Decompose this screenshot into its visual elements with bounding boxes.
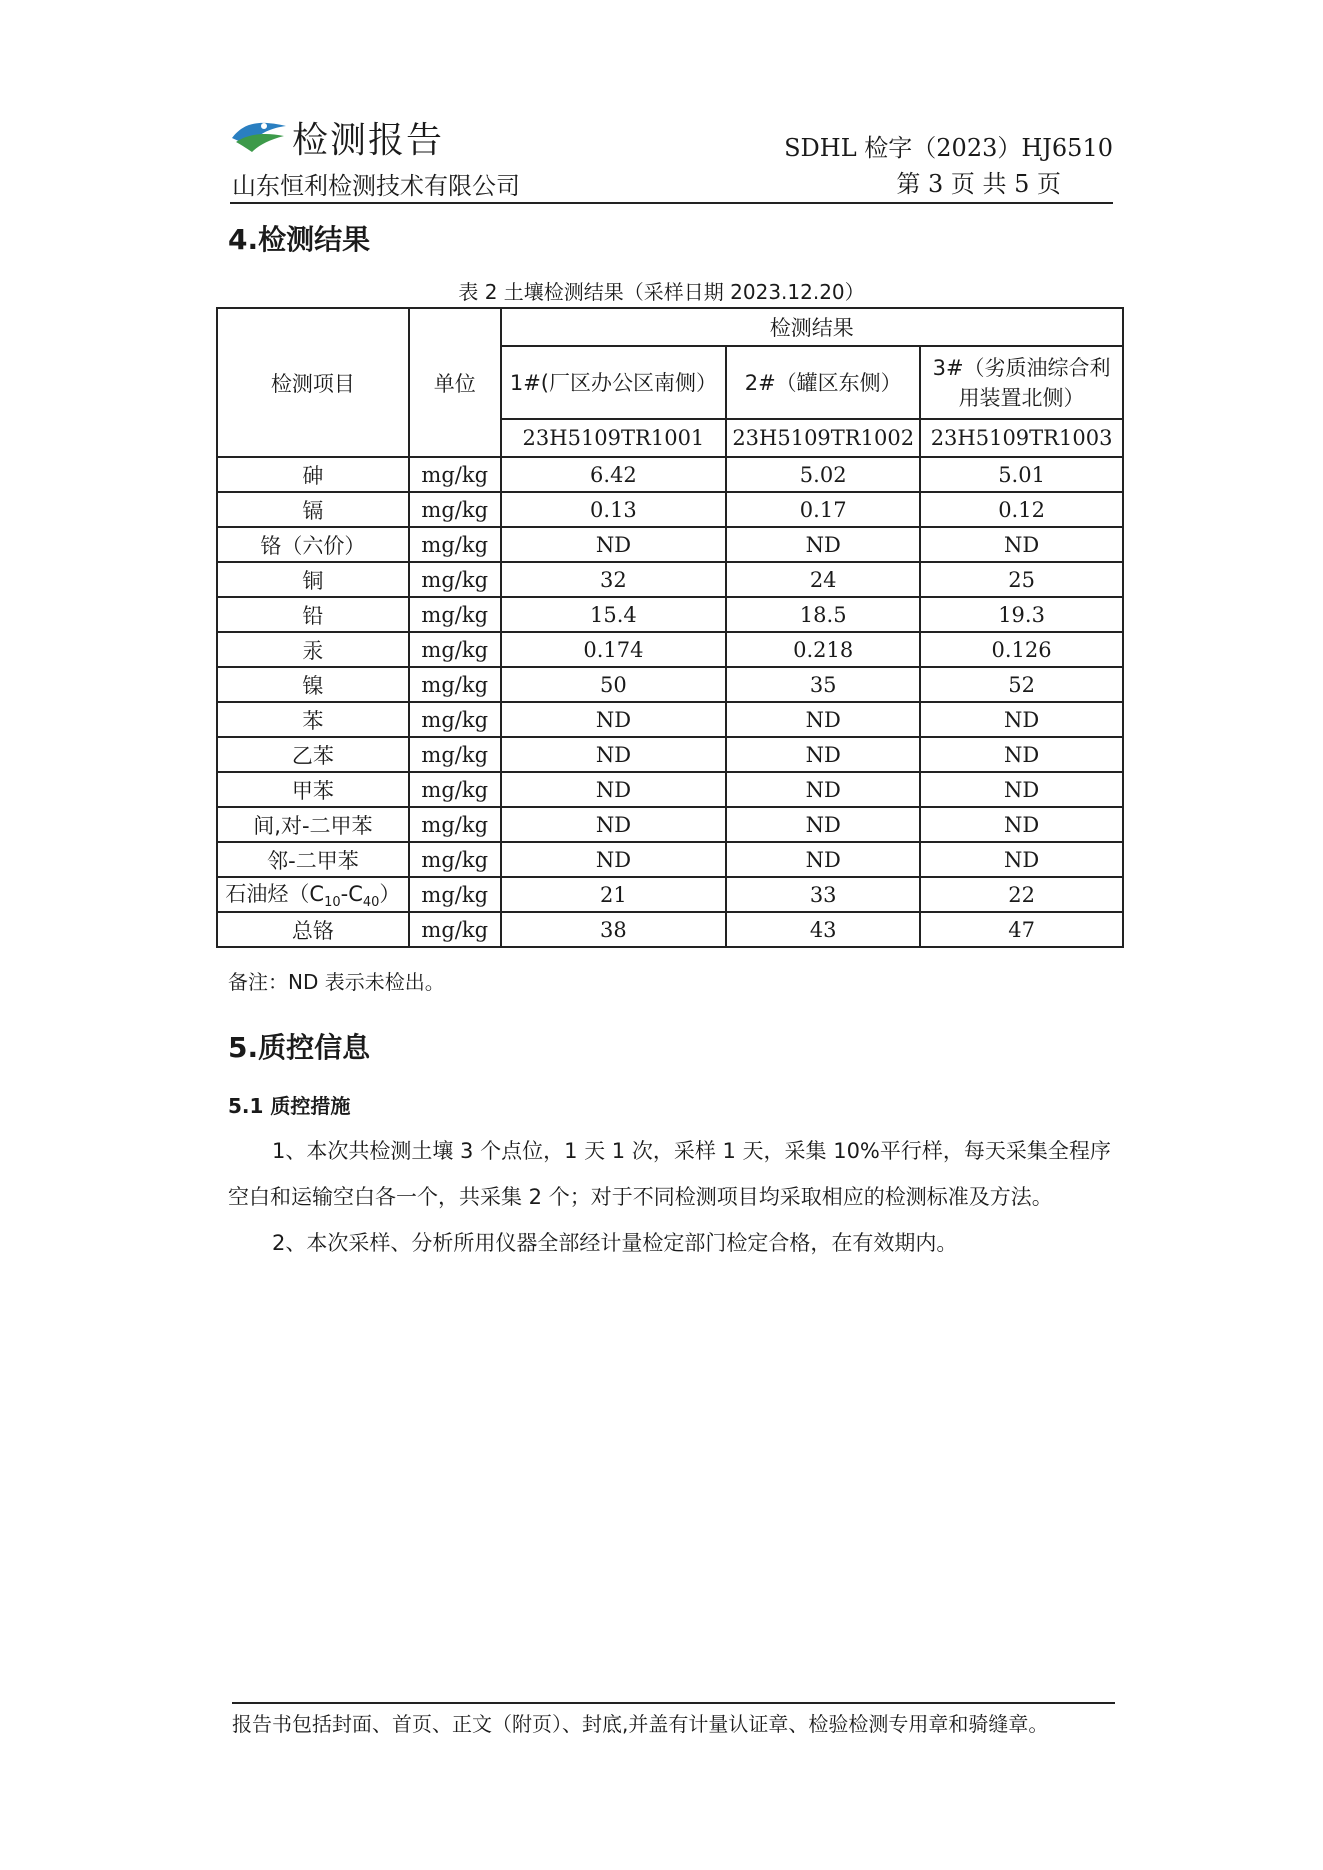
table-row: [217, 842, 1123, 877]
row-value-site-1: ND: [501, 527, 727, 562]
row-value-site-3: ND: [920, 772, 1123, 807]
row-value-site-2: ND: [726, 807, 920, 842]
paragraph-2: 2、本次采样、分析所用仪器全部经计量检定部门检定合格，在有效期内。: [272, 1231, 958, 1255]
row-unit: mg/kg: [409, 842, 501, 877]
row-value-site-1: ND: [501, 807, 727, 842]
site-3-code: 23H5109TR1003: [920, 419, 1123, 457]
row-unit: mg/kg: [409, 667, 501, 702]
table-row: [217, 737, 1123, 772]
row-item: 镉: [217, 492, 409, 527]
table-row: [217, 457, 1123, 492]
header-unit: 单位: [409, 308, 501, 457]
row-item: 总铬: [217, 912, 409, 947]
row-value-site-3: ND: [920, 807, 1123, 842]
row-unit: mg/kg: [409, 912, 501, 947]
row-item: 乙苯: [217, 737, 409, 772]
row-unit: mg/kg: [409, 527, 501, 562]
row-unit: mg/kg: [409, 772, 501, 807]
row-value-site-3: ND: [920, 527, 1123, 562]
section-4-title: 4.检测结果: [228, 223, 371, 256]
row-item: 邻-二甲苯: [217, 842, 409, 877]
table-row: [217, 562, 1123, 597]
table-row: [217, 807, 1123, 842]
row-value-site-2: 35: [726, 667, 920, 702]
site-2-name: 2#（罐区东侧）: [726, 346, 920, 419]
table-row: [217, 912, 1123, 947]
row-value-site-1: 38: [501, 912, 727, 947]
row-value-site-1: ND: [501, 737, 727, 772]
row-item: 铬（六价）: [217, 527, 409, 562]
row-item: 铜: [217, 562, 409, 597]
row-value-site-1: 0.174: [501, 632, 727, 667]
row-value-site-1: 6.42: [501, 457, 727, 492]
row-unit: mg/kg: [409, 702, 501, 737]
row-value-site-3: ND: [920, 737, 1123, 772]
row-value-site-3: 19.3: [920, 597, 1123, 632]
company-name: 山东恒利检测技术有限公司: [232, 172, 520, 200]
row-value-site-2: ND: [726, 737, 920, 772]
row-value-site-2: 0.218: [726, 632, 920, 667]
row-value-site-2: ND: [726, 772, 920, 807]
header-results: 检测结果: [501, 308, 1123, 346]
row-value-site-2: 24: [726, 562, 920, 597]
page-info: 第 3 页 共 5 页: [896, 170, 1061, 198]
site-1-name: 1#(厂区办公区南侧）: [501, 346, 727, 419]
footer-divider: [232, 1702, 1115, 1704]
site-2-code: 23H5109TR1002: [726, 419, 920, 457]
row-value-site-2: 33: [726, 877, 920, 912]
row-item: 间,对-二甲苯: [217, 807, 409, 842]
table-row: [217, 772, 1123, 807]
row-item: 苯: [217, 702, 409, 737]
row-value-site-1: ND: [501, 702, 727, 737]
table-row: [217, 527, 1123, 562]
table-row: [217, 667, 1123, 702]
header-item: 检测项目: [217, 308, 409, 457]
company-logo: [230, 112, 288, 152]
table-row: [217, 632, 1123, 667]
row-unit: mg/kg: [409, 492, 501, 527]
row-item: 甲苯: [217, 772, 409, 807]
table-note: 备注：ND 表示未检出。: [228, 970, 445, 994]
row-value-site-2: 5.02: [726, 457, 920, 492]
row-item: 铅: [217, 597, 409, 632]
row-value-site-3: 47: [920, 912, 1123, 947]
table-row: [217, 597, 1123, 632]
row-unit: mg/kg: [409, 807, 501, 842]
subsection-title: 5.1 质控措施: [228, 1094, 351, 1118]
row-value-site-1: 0.13: [501, 492, 727, 527]
table-row: [217, 492, 1123, 527]
row-value-site-3: ND: [920, 842, 1123, 877]
section-5-title: 5.质控信息: [228, 1031, 371, 1064]
report-title: 检测报告: [292, 120, 445, 161]
table-row: [217, 877, 1123, 912]
row-unit: mg/kg: [409, 562, 501, 597]
row-item: 镍: [217, 667, 409, 702]
row-value-site-2: ND: [726, 702, 920, 737]
row-value-site-3: 52: [920, 667, 1123, 702]
row-value-site-3: 0.126: [920, 632, 1123, 667]
row-value-site-2: ND: [726, 842, 920, 877]
site-3-name: 3#（劣质油综合利用装置北侧）: [920, 346, 1123, 419]
row-value-site-3: 25: [920, 562, 1123, 597]
row-value-site-2: 43: [726, 912, 920, 947]
table-row: [217, 702, 1123, 737]
row-value-site-1: 32: [501, 562, 727, 597]
report-code: SDHL 检字（2023）HJ6510: [784, 134, 1113, 162]
row-unit: mg/kg: [409, 632, 501, 667]
row-unit: mg/kg: [409, 877, 501, 912]
row-value-site-1: ND: [501, 842, 727, 877]
table-caption: 表 2 土壤检测结果（采样日期 2023.12.20）: [458, 280, 865, 304]
paragraph-1: 1、本次共检测土壤 3 个点位，1 天 1 次，采样 1 天，采集 10%平行样，每天采集全程序空白和运输空白各一个，共采集 2 个；对于不同检测项目均采取相应的检测标准及方法。: [228, 1139, 1111, 1209]
row-unit: mg/kg: [409, 737, 501, 772]
row-value-site-3: 0.12: [920, 492, 1123, 527]
row-value-site-2: 18.5: [726, 597, 920, 632]
row-value-site-1: ND: [501, 772, 727, 807]
row-value-site-3: 22: [920, 877, 1123, 912]
row-item: 砷: [217, 457, 409, 492]
row-unit: mg/kg: [409, 597, 501, 632]
row-value-site-2: 0.17: [726, 492, 920, 527]
row-value-site-3: ND: [920, 702, 1123, 737]
header-divider: [230, 202, 1113, 204]
row-value-site-1: 15.4: [501, 597, 727, 632]
footer-text: 报告书包括封面、首页、正文（附页）、封底,并盖有计量认证章、检验检测专用章和骑缝章。: [232, 1712, 1049, 1736]
results-table: [216, 307, 1124, 948]
row-item: 石油烃$(C_{10}-C_{40})$: [217, 877, 409, 912]
row-unit: mg/kg: [409, 457, 501, 492]
row-item: 汞: [217, 632, 409, 667]
row-value-site-2: ND: [726, 527, 920, 562]
row-value-site-1: 21: [501, 877, 727, 912]
site-1-code: 23H5109TR1001: [501, 419, 727, 457]
row-value-site-3: 5.01: [920, 457, 1123, 492]
row-value-site-1: 50: [501, 667, 727, 702]
